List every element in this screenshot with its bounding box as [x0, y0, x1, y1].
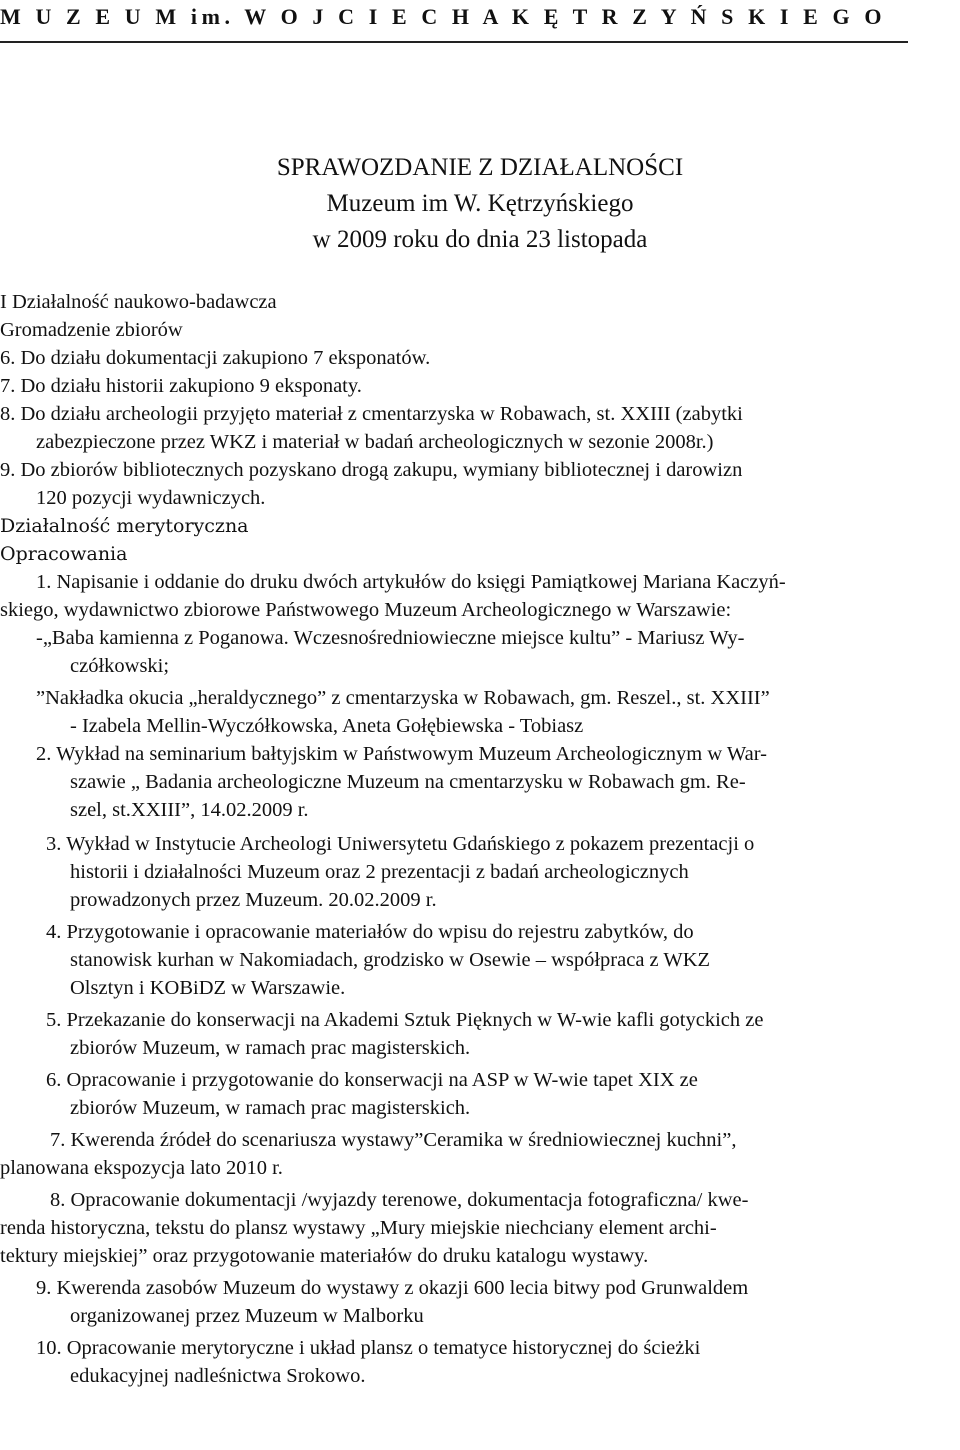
- list-item: 7. Do działu historii zakupiono 9 eksponaty.: [0, 375, 362, 397]
- list-item-continuation: szawie „ Badania archeologiczne Muzeum na cmentarzysku w Robawach gm. Re-: [70, 771, 746, 793]
- subsection-heading: Opracowania: [0, 543, 128, 565]
- list-item: 9. Do zbiorów bibliotecznych pozyskano drogą zakupu, wymiany bibliotecznej i darowizn: [0, 459, 743, 481]
- list-item: 3. Wykład w Instytucie Archeologi Uniwersytetu Gdańskiego z pokazem prezentacji o: [46, 833, 755, 855]
- list-item: 10. Opracowanie merytoryczne i układ plansz o tematyce historycznej do ścieżki: [36, 1337, 701, 1359]
- list-item: 4. Przygotowanie i opracowanie materiałów do wpisu do rejestru zabytków, do: [46, 921, 694, 943]
- list-item: 1. Napisanie i oddanie do druku dwóch artykułów do księgi Pamiątkowej Mariana Kaczyń-: [36, 571, 786, 593]
- section-heading: I Działalność naukowo-badawcza: [0, 291, 277, 313]
- list-item-continuation: stanowisk kurhan w Nakomiadach, grodzisko w Osewie – współpraca z WKZ: [70, 949, 711, 971]
- report-subtitle-museum: Muzeum im W. Kętrzyńskiego: [326, 190, 634, 217]
- list-item-continuation: tektury miejskiej” oraz przygotowanie materiałów do druku katalogu wystawy.: [0, 1245, 649, 1267]
- list-item-continuation: ”Nakładka okucia „heraldycznego” z cmentarzyska w Robawach, gm. Reszel., st. XXIII”: [36, 687, 770, 709]
- list-item: 8. Do działu archeologii przyjęto materiał z cmentarzyska w Robawach, st. XXIII (zabytki: [0, 403, 743, 425]
- list-item: 7. Kwerenda źródeł do scenariusza wystawy”Ceramika w średniowiecznej kuchni”,: [50, 1129, 737, 1151]
- museum-header: M U Z E U M im. W O J C I E C H A K Ę T R Z Y Ń S K I E G O: [0, 4, 887, 29]
- list-item-continuation: 120 pozycji wydawniczych.: [36, 487, 266, 509]
- list-item: 9. Kwerenda zasobów Muzeum do wystawy z okazji 600 lecia bitwy pod Grunwaldem: [36, 1277, 749, 1299]
- list-item-continuation: prowadzonych przez Muzeum. 20.02.2009 r.: [70, 889, 437, 911]
- subsection-heading: Gromadzenie zbiorów: [0, 319, 183, 341]
- list-item-continuation: skiego, wydawnictwo zbiorowe Państwowego Muzeum Archeologicznego w Warszawie:: [0, 599, 732, 621]
- list-item-continuation: zbiorów Muzeum, w ramach prac magisterskich.: [70, 1037, 471, 1059]
- report-title: SPRAWOZDANIE Z DZIAŁALNOŚCI: [276, 154, 684, 181]
- list-item-continuation: zabezpieczone przez WKZ i materiał w badań archeologicznych w sezonie 2008r.): [36, 431, 714, 453]
- list-item-continuation: historii i działalności Muzeum oraz 2 prezentacji z badań archeologicznych: [70, 861, 689, 883]
- list-item-continuation: edukacyjnej nadleśnictwa Srokowo.: [70, 1365, 366, 1387]
- list-item-continuation: -„Baba kamienna z Poganowa. Wczesnośredniowieczne miejsce kultu” - Mariusz Wy-: [36, 627, 745, 649]
- list-item-continuation: Olsztyn i KOBiDZ w Warszawie.: [70, 977, 346, 999]
- list-item: 2. Wykład na seminarium bałtyjskim w Państwowym Muzeum Archeologicznym w War-: [36, 743, 767, 765]
- list-item-continuation: czółkowski;: [70, 655, 170, 677]
- list-item-continuation: planowana ekspozycja lato 2010 r.: [0, 1157, 283, 1179]
- list-item: 6. Opracowanie i przygotowanie do konserwacji na ASP w W-wie tapet XIX ze: [46, 1069, 698, 1091]
- list-item: 5. Przekazanie do konserwacji na Akademi Sztuk Pięknych w W-wie kafli gotyckich ze: [46, 1009, 764, 1031]
- list-item-continuation: - Izabela Mellin-Wyczółkowska, Aneta Gołębiewska - Tobiasz: [70, 715, 584, 737]
- list-item-continuation: szel, st.XXIII”, 14.02.2009 r.: [70, 799, 309, 821]
- report-subtitle-date: w 2009 roku do dnia 23 listopada: [312, 226, 648, 253]
- section-heading: Działalność merytoryczna: [0, 515, 249, 537]
- list-item-continuation: organizowanej przez Muzeum w Malborku: [70, 1305, 424, 1327]
- header-rule: [0, 41, 908, 43]
- list-item-continuation: zbiorów Muzeum, w ramach prac magisterskich.: [70, 1097, 471, 1119]
- list-item-continuation: renda historyczna, tekstu do plansz wystawy „Mury miejskie niechciany element archi-: [0, 1217, 717, 1239]
- list-item: 6. Do działu dokumentacji zakupiono 7 eksponatów.: [0, 347, 431, 369]
- list-item: 8. Opracowanie dokumentacji /wyjazdy terenowe, dokumentacja fotograficzna/ kwe-: [50, 1189, 749, 1211]
